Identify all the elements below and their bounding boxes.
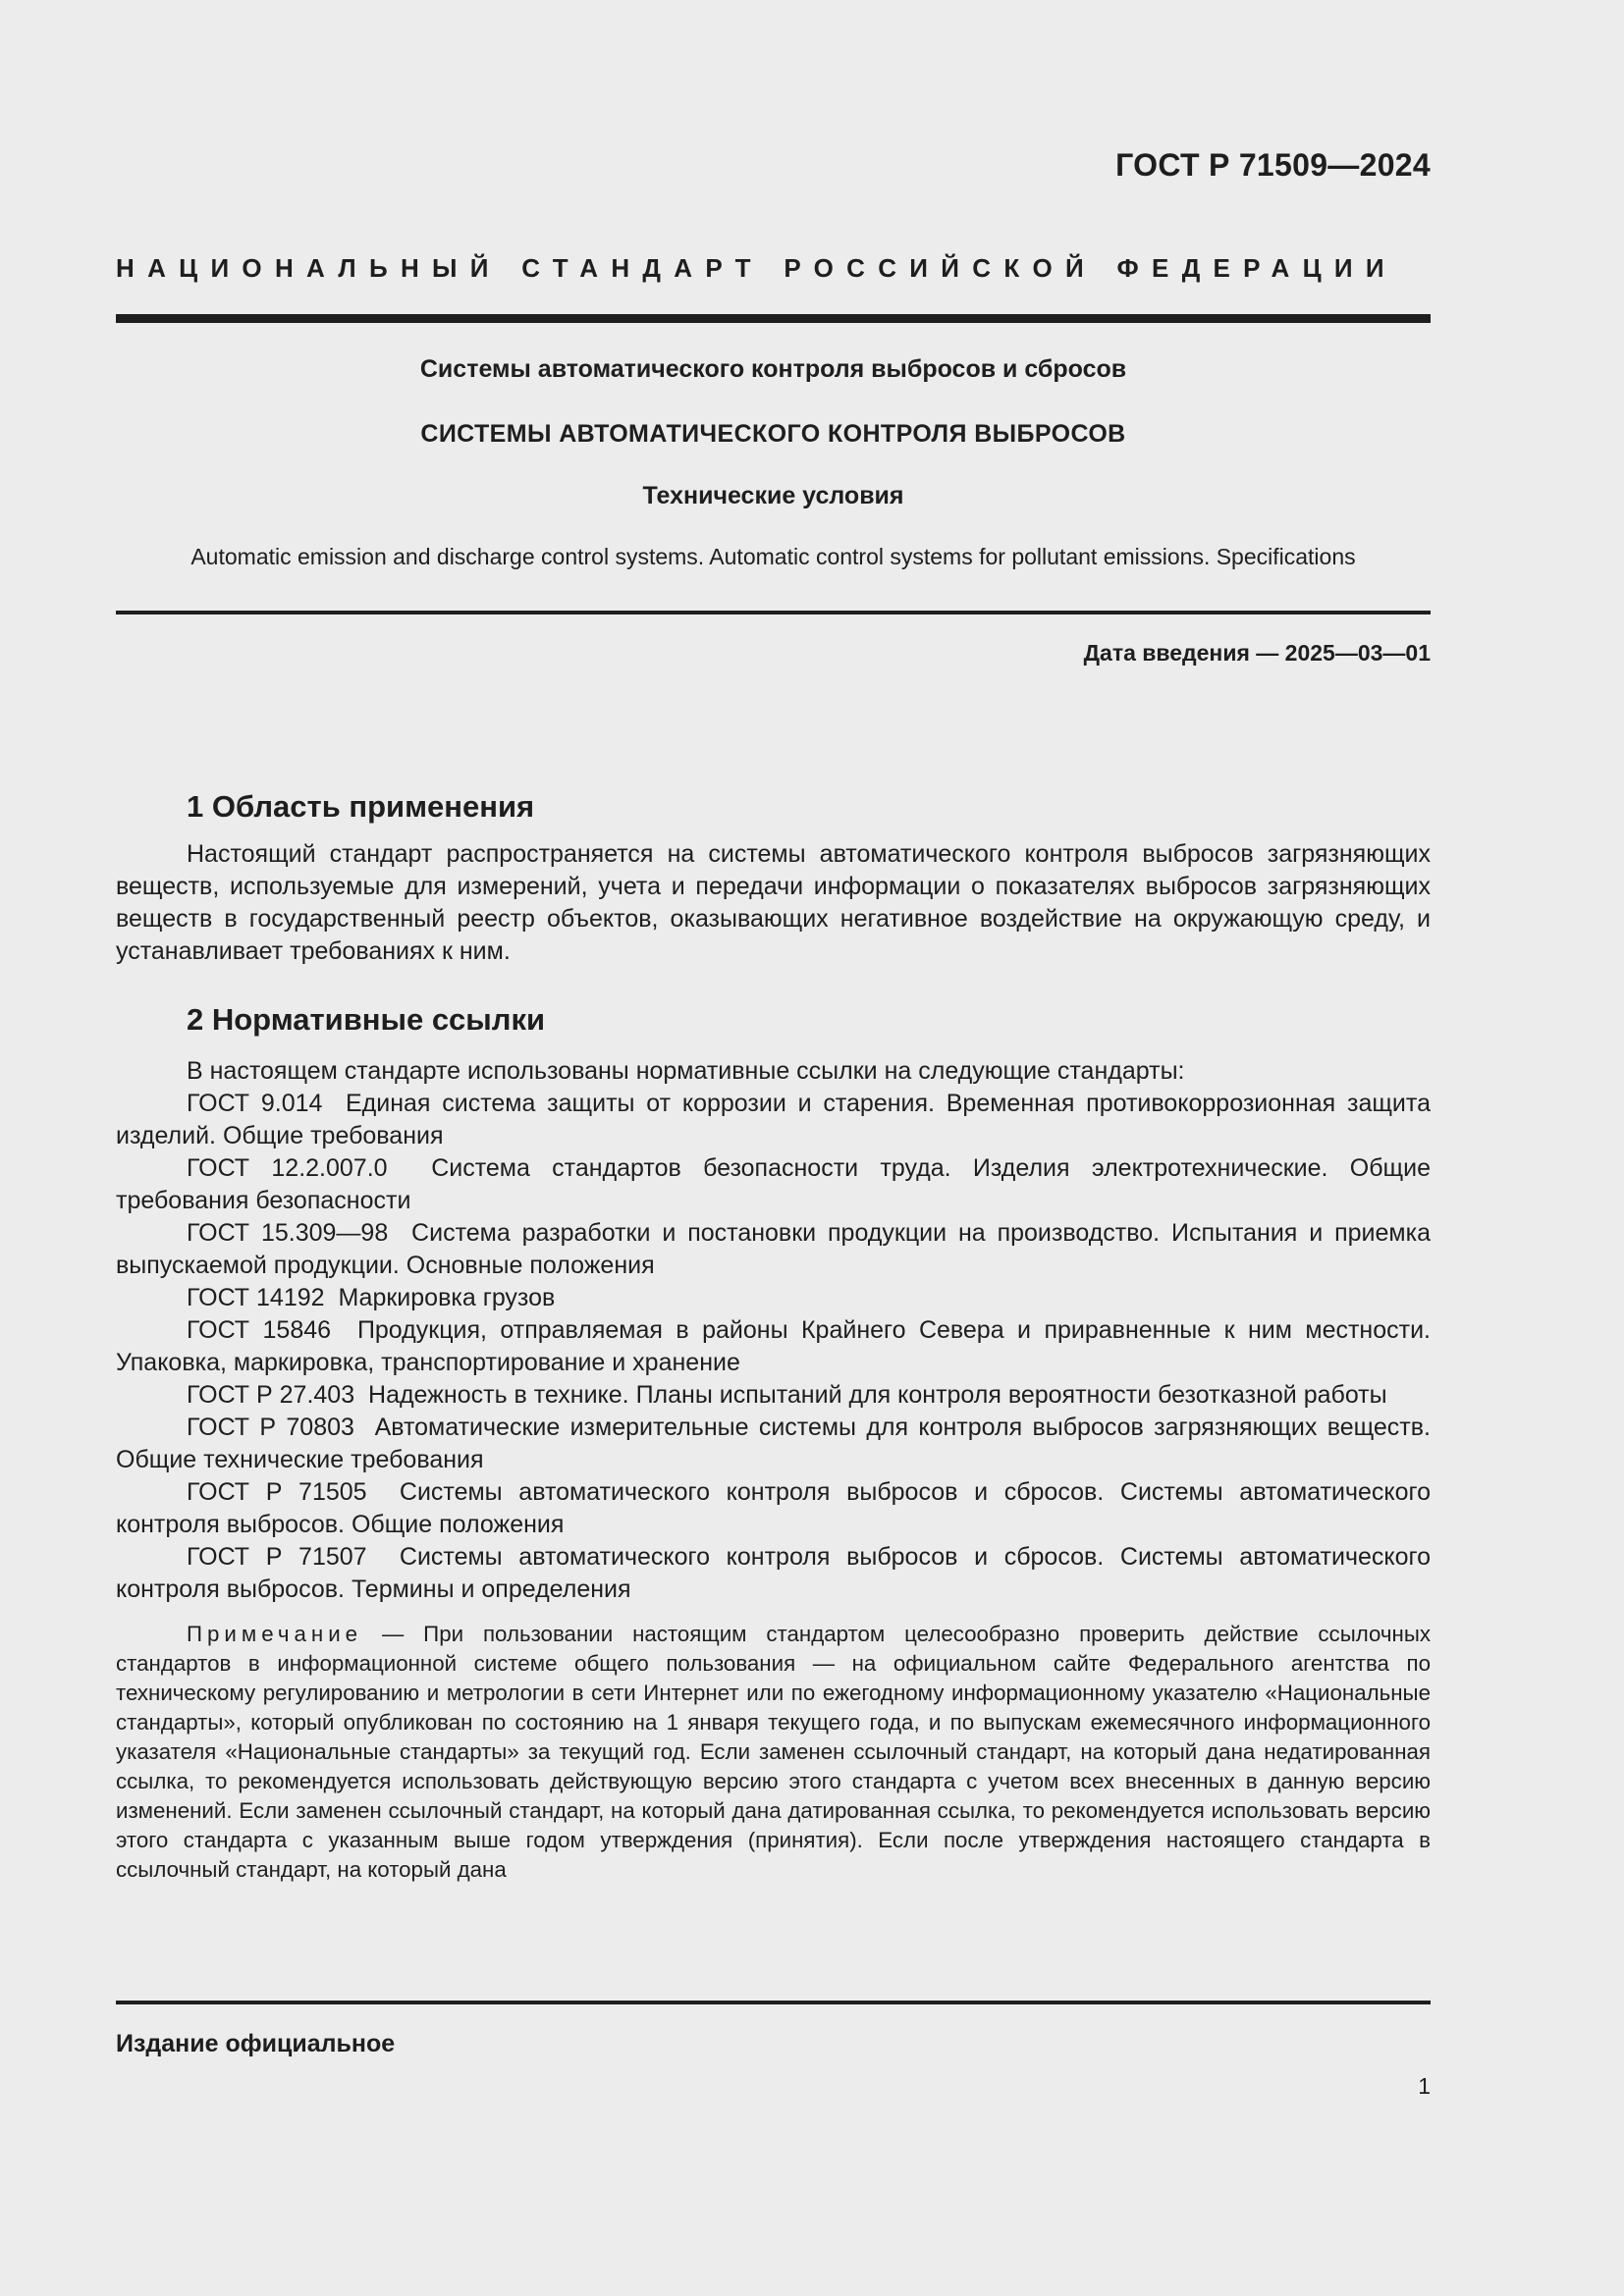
official-edition-label: Издание официальное (116, 2030, 396, 2057)
reference-code: ГОСТ 15.309—98 (187, 1219, 389, 1247)
reference-item (116, 1217, 1431, 1282)
english-title: Automatic emission and discharge control systems. Automatic control systems for pollutant emissions. Specifications (190, 544, 1356, 569)
reference-code: ГОСТ Р 71507 (187, 1543, 367, 1571)
title-line-1: Системы автоматического контроля выбросов и сбросов (419, 355, 1127, 383)
title-line-3: Технические условия (642, 482, 904, 509)
title-line-2: СИСТЕМЫ АВТОМАТИЧЕСКОГО КОНТРОЛЯ ВЫБРОСОВ (420, 420, 1126, 448)
introduction-date: Дата введения — 2025—03—01 (1083, 640, 1431, 666)
reference-title: Системы автоматического контроля выбросов и сбросов. Системы автоматического контроля выбросов. Общие положения (116, 1478, 1431, 1538)
section-2-title: 2 Нормативные ссылки (187, 1002, 546, 1037)
reference-title: Надежность в технике. Планы испытаний для контроля вероятности безотказной работы (368, 1381, 1387, 1409)
reference-item (116, 1412, 1431, 1476)
reference-code: ГОСТ 9.014 (187, 1090, 323, 1117)
section-1-title: 1 Область применения (187, 789, 535, 824)
note-text: — При пользовании настоящим стандартом целесообразно проверить действие ссылочных стандартов в информационной системе общего пользования — на официальном сайте Федерального агентства по техническому регулированию и метрологии в сети Интернет или по ежегодному информационному указателю «Национальные стандарты», который опубликован по состоянию на 1 января текущего года, и по выпускам ежемесячного информационного указателя «Национальные стандарты» за текущий год. Если заменен ссылочный стандарт, на который дана недатированная ссылка, то рекомендуется использовать действующую версию этого стандарта с учетом всех внесенных в данную версию изменений. Если заменен ссылочный стандарт, на который дана датированная ссылка, то рекомендуется использовать версию этого стандарта с указанным выше годом утверждения (принятия). Если после утверждения настоящего стандарта в ссылочный стандарт, на который дана (116, 1622, 1431, 1882)
reference-title: Единая система защиты от коррозии и старения. Временная противокоррозионная защита изделий. Общие требования (116, 1090, 1431, 1149)
footer-rule (116, 2001, 1431, 2004)
reference-note (116, 1620, 1431, 1885)
note-label: Примечание (187, 1622, 363, 1646)
reference-code: ГОСТ Р 70803 (187, 1414, 354, 1441)
reference-title: Автоматические измерительные системы для контроля выбросов загрязняющих веществ. Общие технические требования (116, 1414, 1431, 1473)
reference-item (116, 1314, 1431, 1379)
header-rule (116, 314, 1431, 323)
reference-title: Система стандартов безопасности труда. Изделия электротехнические. Общие требования безопасности (116, 1154, 1431, 1214)
reference-title: Системы автоматического контроля выбросов и сбросов. Системы автоматического контроля выбросов. Термины и определения (116, 1543, 1431, 1603)
page-number: 1 (1418, 2073, 1431, 2099)
reference-item (116, 1379, 1431, 1412)
section-2-intro: В настоящем стандарте использованы нормативные ссылки на следующие стандарты: (187, 1057, 1185, 1085)
document-body (116, 785, 1431, 1885)
reference-item (116, 1476, 1431, 1541)
reference-code: ГОСТ Р 27.403 (187, 1381, 355, 1409)
section-1-text: Настоящий стандарт распространяется на системы автоматического контроля выбросов загрязняющих веществ, используемые для измерений, учета и передачи информации о показателях выбросов загрязняющих веществ в государственный реестр объектов, оказывающих негативное воздействие на окружающую среду, и устанавливает требованиях к ним. (116, 840, 1431, 965)
national-standard-label: НАЦИОНАЛЬНЫЙ СТАНДАРТ РОССИЙСКОЙ ФЕДЕРАЦИИ (116, 253, 1397, 283)
reference-code: ГОСТ Р 71505 (187, 1478, 367, 1506)
reference-code: ГОСТ 14192 (187, 1284, 325, 1311)
reference-item (116, 1088, 1431, 1152)
reference-code: ГОСТ 15846 (187, 1316, 332, 1344)
reference-title: Система разработки и постановки продукции на производство. Испытания и приемка выпускаемой продукции. Основные положения (116, 1219, 1431, 1279)
reference-title: Продукция, отправляемая в районы Крайнего Севера и приравненные к ним местности. Упаковка, маркировка, транспортирование и хранение (116, 1316, 1431, 1376)
document-code: ГОСТ Р 71509—2024 (1115, 147, 1431, 183)
reference-item (116, 1541, 1431, 1606)
reference-code: ГОСТ 12.2.007.0 (187, 1154, 388, 1182)
reference-title: Маркировка грузов (338, 1284, 556, 1311)
title-rule (116, 611, 1431, 614)
reference-item (116, 1282, 1431, 1314)
reference-item (116, 1152, 1431, 1217)
